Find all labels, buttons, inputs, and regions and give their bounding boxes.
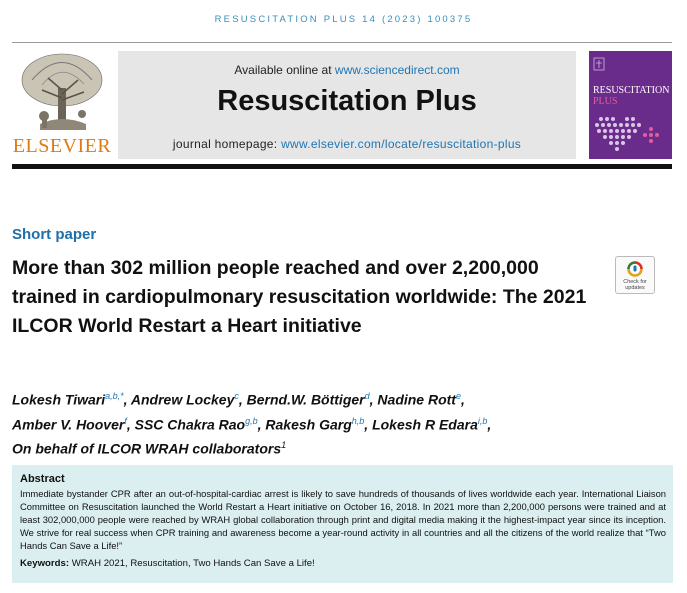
keywords-line <box>20 558 315 569</box>
sciencedirect-link[interactable]: www.sciencedirect.com <box>334 63 460 77</box>
author-name[interactable]: Lokesh R Edara <box>372 416 478 433</box>
abstract-text: Immediate bystander CPR after an out-of-hospital-cardiac arrest is likely to save hundreds of thousands of lives worldwide each year. International Liaison Committee on Resuscitation launched the World Restart a Heart initiative on October 16, 2018. In 2021 more than 2,200,000 persons were trained and at least 302,000,000 people were reached by WRAH global collaboration through print and digital media making it the highest-impact year since its inception. We strive for real success when CPR training and awareness become a year-round activity in all countries and all the citizens of the world realize that “Two Hands Can Save a Life!” <box>20 488 666 551</box>
article-type: Short paper <box>12 226 97 243</box>
available-online-line <box>118 63 576 77</box>
author-name[interactable]: Rakesh Garg <box>265 416 352 433</box>
author-affiliation[interactable]: a,b,* <box>105 391 124 401</box>
journal-masthead <box>118 51 576 159</box>
top-divider <box>12 42 672 43</box>
header-divider <box>12 164 672 169</box>
author-affiliation[interactable]: g,b <box>245 415 258 426</box>
author-affiliation[interactable]: h,b <box>351 415 365 426</box>
author-name[interactable]: Amber V. Hoover <box>12 416 125 433</box>
author-name[interactable]: SSC Chakra Rao <box>134 416 246 433</box>
check-updates-label: Check for updates <box>623 279 647 291</box>
author-name[interactable]: Bernd.W. Böttiger <box>246 391 365 408</box>
homepage-prefix: journal homepage: <box>172 137 278 151</box>
mini-elsevier-icon <box>593 57 605 71</box>
journal-homepage-link[interactable]: www.elsevier.com/locate/resuscitation-plus <box>281 137 522 151</box>
check-for-updates-button[interactable] <box>615 256 655 294</box>
cover-title <box>593 85 669 107</box>
journal-homepage-line <box>118 137 576 151</box>
keywords-label: Keywords: <box>20 558 70 569</box>
abstract-heading: Abstract <box>20 473 65 485</box>
keywords-text: WRAH 2021, Resuscitation, Two Hands Can Save a Life! <box>71 558 315 569</box>
dotted-heart-icon <box>593 111 665 155</box>
author-affiliation[interactable]: c <box>234 391 239 401</box>
article-title: More than 302 million people reached and over 2,200,000 trained in cardiopulmonary resuscitation worldwide: The 2021 ILCOR World Restart a Heart initiative <box>12 257 587 337</box>
tree-emblem-icon <box>12 50 112 134</box>
author-affiliation[interactable]: i,b <box>477 415 488 426</box>
elsevier-logo[interactable] <box>12 50 112 158</box>
author-name[interactable]: Nadine Rott <box>377 391 456 408</box>
cover-title-line2: PLUS <box>593 96 618 107</box>
cover-title-line1: RESUSCITATION <box>593 85 670 96</box>
author-list: Lokesh Tiwari$^{a,b,*}$, Andrew Lockey$^c$, Bernd.W. Böttiger$^d$, Nadine Rott$^e$, Amber V. Hoover$^f$, SSC Chakra Rao$^{g,b}$, Rakesh Garg$^{h,b}$, Lokesh R Edara$^{i,b}$, On behalf of ILCOR WRAH collaborators$^1$ <box>12 391 492 457</box>
author-name[interactable]: Lokesh Tiwari <box>12 391 106 408</box>
publisher-wordmark: ELSEVIER <box>12 135 112 157</box>
check-updates-icon <box>627 261 643 277</box>
available-prefix: Available online at <box>234 63 332 77</box>
journal-title: Resuscitation Plus <box>217 85 477 117</box>
journal-cover-thumbnail[interactable] <box>589 51 672 159</box>
author-affiliation[interactable]: 1 <box>281 440 287 451</box>
author-affiliation[interactable]: d <box>364 391 370 401</box>
author-affiliation[interactable]: f <box>124 415 127 426</box>
abstract-box <box>12 465 673 583</box>
author-name[interactable]: Andrew Lockey <box>130 391 235 408</box>
author-affiliation[interactable]: e <box>455 391 461 401</box>
collaborators-group[interactable]: On behalf of ILCOR WRAH collaborators <box>12 440 282 457</box>
running-head: RESUSCITATION PLUS 14 (2023) 100375 <box>214 14 473 25</box>
